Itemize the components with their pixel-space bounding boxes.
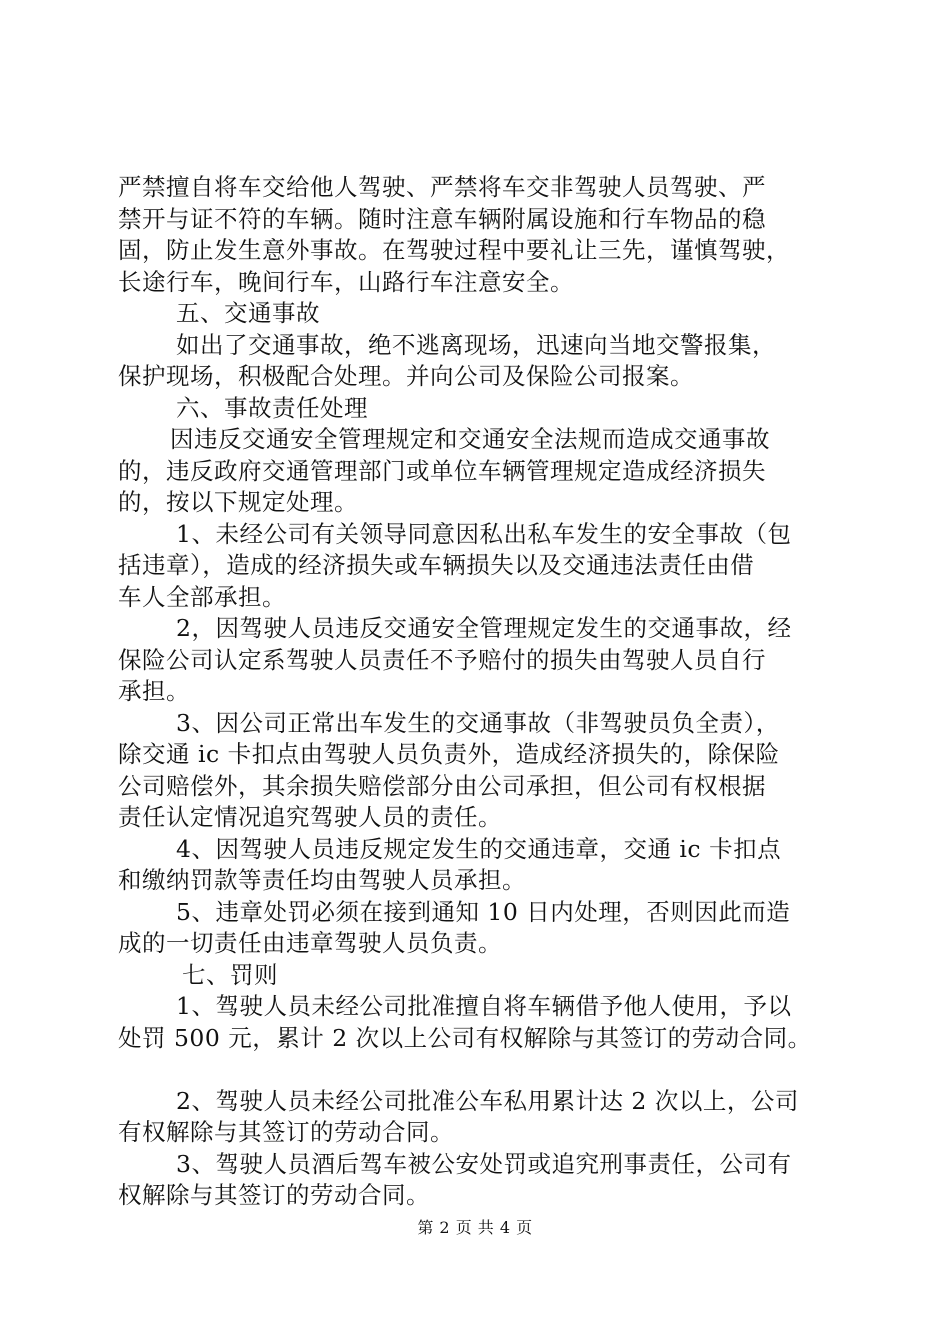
text-line: 权解除与其签订的劳动合同。 bbox=[118, 1181, 430, 1209]
clause-penalty-2 bbox=[118, 1086, 838, 1149]
clause-liability-1 bbox=[118, 519, 838, 614]
text-line: 5、违章处罚必须在接到通知 10 日内处理，否则因此而造 bbox=[176, 897, 791, 926]
text-line: 括违章），造成的经济损失或车辆损失以及交通违法责任由借 bbox=[118, 551, 755, 579]
text-line: 4、因驾驶人员违反规定发生的交通违章，交通 ic 卡扣点 bbox=[176, 834, 782, 863]
blank-line bbox=[118, 1054, 838, 1086]
text-line: 公司赔偿外，其余损失赔偿部分由公司承担，但公司有权根据 bbox=[118, 771, 766, 800]
document-body bbox=[118, 172, 838, 1212]
text-line: 承担。 bbox=[118, 677, 190, 705]
clause-liability-3 bbox=[118, 708, 838, 834]
clause-penalty-3 bbox=[118, 1149, 838, 1212]
text-line: 长途行车，晚间行车，山路行车注意安全。 bbox=[118, 267, 574, 296]
section-heading-traffic-accident: 五、交通事故 bbox=[176, 299, 320, 327]
clause-liability-5 bbox=[118, 897, 838, 960]
paragraph-safe-driving bbox=[118, 172, 838, 298]
text-line: 的，违反政府交通管理部门或单位车辆管理规定造成经济损失 bbox=[118, 456, 766, 485]
text-line: 保护现场，积极配合处理。并向公司及保险公司报案。 bbox=[118, 362, 694, 390]
clause-liability-4 bbox=[118, 834, 838, 897]
text-line: 禁开与证不符的车辆。随时注意车辆附属设施和行车物品的稳 bbox=[118, 204, 766, 233]
text-line: 车人全部承担。 bbox=[118, 582, 286, 611]
text-line: 2、驾驶人员未经公司批准公车私用累计达 2 次以上，公司 bbox=[176, 1086, 799, 1115]
text-line: 1、未经公司有关领导同意因私出私车发生的安全事故（包 bbox=[176, 519, 792, 548]
text-line: 固，防止发生意外事故。在驾驶过程中要礼让三先，谨慎驾驶， bbox=[118, 236, 790, 264]
text-line: 处罚 500 元，累计 2 次以上公司有权解除与其签订的劳动合同。 bbox=[118, 1023, 812, 1052]
text-line: 成的一切责任由违章驾驶人员负责。 bbox=[118, 929, 502, 957]
page-footer: 第 2 页 共 4 页 bbox=[417, 1218, 533, 1237]
section-heading-penalties: 七、罚则 bbox=[182, 960, 278, 989]
text-line: 除交通 ic 卡扣点由驾驶人员负责外，造成经济损失的，除保险 bbox=[118, 740, 780, 768]
paragraph-liability-intro bbox=[118, 424, 838, 519]
text-line: 和缴纳罚款等责任均由驾驶人员承担。 bbox=[118, 866, 526, 894]
text-line: 保险公司认定系驾驶人员责任不予赔付的损失由驾驶人员自行 bbox=[118, 645, 766, 674]
text-line: 的，按以下规定处理。 bbox=[118, 488, 358, 516]
text-line: 有权解除与其签订的劳动合同。 bbox=[118, 1118, 454, 1146]
text-line: 2，因驾驶人员违反交通安全管理规定发生的交通事故，经 bbox=[176, 614, 792, 642]
clause-penalty-1 bbox=[118, 991, 838, 1054]
text-line: 责任认定情况追究驾驶人员的责任。 bbox=[118, 803, 502, 831]
text-line: 严禁擅自将车交给他人驾驶、严禁将车交非驾驶人员驾驶、严 bbox=[118, 173, 766, 201]
paragraph-accident-procedure bbox=[118, 330, 838, 393]
section-heading-liability: 六、事故责任处理 bbox=[176, 393, 368, 422]
clause-liability-2 bbox=[118, 613, 838, 708]
text-line: 如出了交通事故，绝不逃离现场，迅速向当地交警报集， bbox=[176, 330, 776, 359]
text-line: 因违反交通安全管理规定和交通安全法规而造成交通事故 bbox=[170, 425, 770, 453]
text-line: 3、因公司正常出车发生的交通事故（非驾驶员负全责）， bbox=[176, 708, 780, 737]
text-line: 3、驾驶人员酒后驾车被公安处罚或追究刑事责任，公司有 bbox=[176, 1149, 792, 1178]
text-line: 1、驾驶人员未经公司批准擅自将车辆借予他人使用，予以 bbox=[176, 992, 792, 1020]
